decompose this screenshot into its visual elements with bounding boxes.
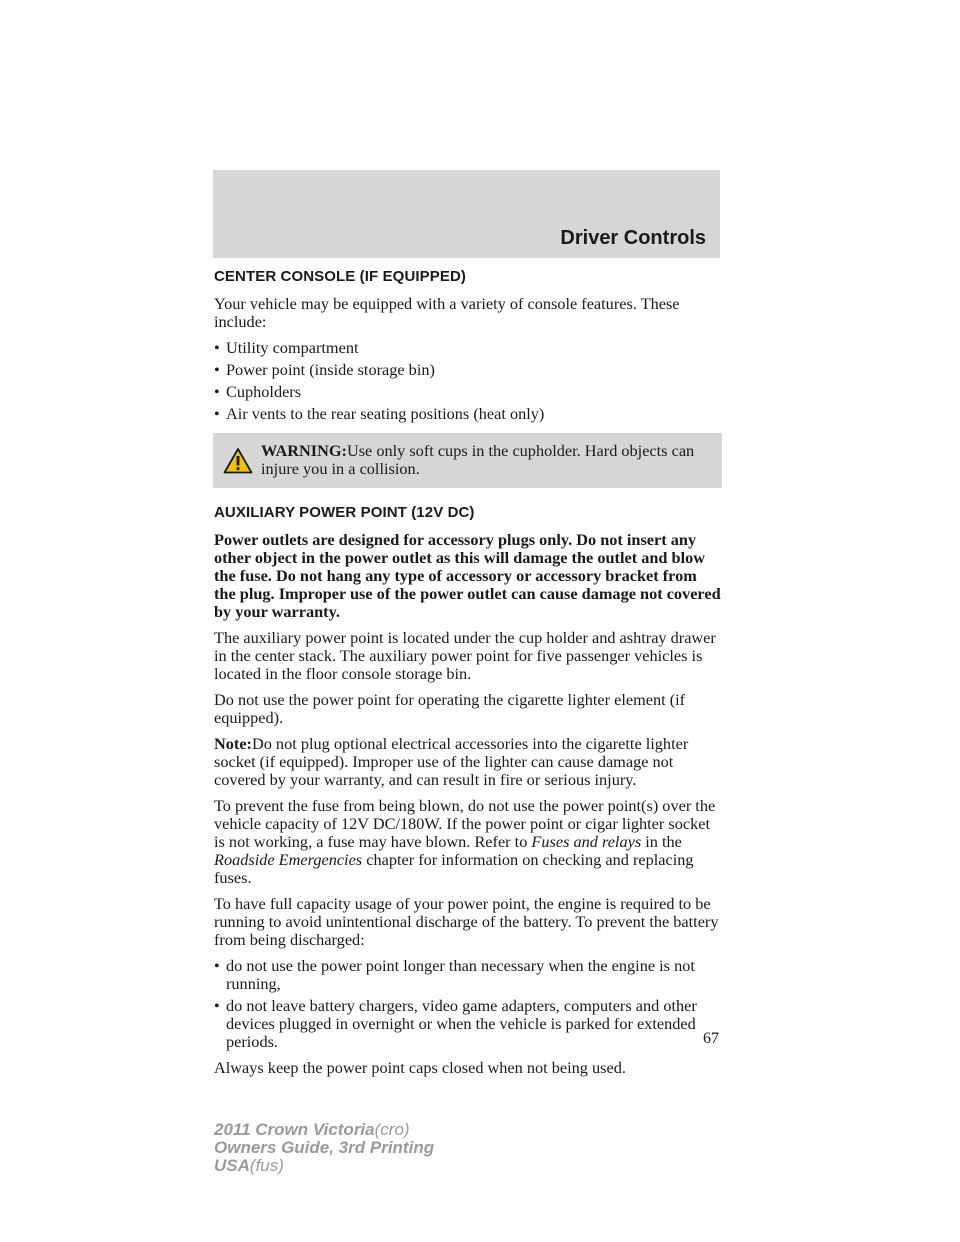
power-point-location: The auxiliary power point is located under the cup holder and ashtray drawer in the center stack. The auxiliary power point for five passenger vehicles is located in the floor console storage bin.: [214, 628, 716, 683]
warning-label: WARNING:: [261, 441, 347, 460]
note-text: Do not plug optional electrical accessories into the cigarette lighter socket (if equipped). Improper use of the lighter can cause damage not covered by your warranty, and can result in fire or serious injury.: [214, 734, 689, 789]
list-item: • Power point (inside storage bin): [214, 360, 435, 379]
bullet: •: [214, 404, 220, 423]
fuses-and-relays-reference: Fuses and relays: [531, 832, 642, 851]
note-paragraph: [214, 735, 722, 789]
note-label: Note:: [214, 734, 252, 753]
lighter-element-note: Do not use the power point for operating the cigarette lighter element (if equipped).: [214, 690, 686, 727]
warning-box: [213, 433, 722, 488]
list-item: • do not use the power point longer than necessary when the engine is not running,: [214, 956, 695, 993]
list-item: • Cupholders: [214, 382, 302, 401]
power-outlet-caution: Power outlets are designed for accessory plugs only. Do not insert any other object in the power outlet as this will damage the outlet and blow the fuse. Do not hang any type of accessory or accessory bracket from the plug. Improper use of the power outlet can cause damage not covered by your warranty.: [214, 530, 721, 621]
roadside-emergencies-reference: Roadside Emergencies: [214, 850, 363, 869]
bullet: •: [214, 956, 220, 975]
list-item: • Utility compartment: [214, 338, 359, 357]
bullet: •: [214, 382, 220, 401]
console-features-list: [214, 339, 722, 423]
section-heading-power-point: AUXILIARY POWER POINT (12V DC): [214, 504, 475, 521]
page-number: 67: [703, 1030, 719, 1047]
caps-closed-paragraph: Always keep the power point caps closed when not being used.: [214, 1058, 626, 1077]
battery-discharge-list: [214, 957, 722, 1051]
document-footer: [214, 1121, 434, 1175]
footer-line-1: 2011 Crown Victoria(cro): [214, 1120, 410, 1139]
list-item: • Air vents to the rear seating positions (heat only): [214, 404, 545, 423]
page-content: [214, 268, 722, 1085]
console-intro: Your vehicle may be equipped with a variety of console features. These include:: [214, 294, 680, 331]
footer-line-3: USA(fus): [214, 1156, 284, 1175]
footer-line-2: Owners Guide, 3rd Printing: [214, 1138, 435, 1157]
list-item: • do not leave battery chargers, video game adapters, computers and other devices plugged in overnight or when the vehicle is parked for extended periods.: [214, 996, 697, 1051]
warning-text: Use only soft cups in the cupholder. Hard objects can injure you in a collision.: [261, 441, 695, 478]
chapter-title: Driver Controls: [560, 227, 706, 249]
warning-triangle-icon: [223, 447, 253, 474]
chapter-header: [213, 170, 720, 258]
capacity-usage-paragraph: To have full capacity usage of your power point, the engine is required to be running to avoid unintentional discharge of the battery. To prevent the battery from being discharged:: [214, 894, 719, 949]
bullet: •: [214, 338, 220, 357]
bullet: •: [214, 360, 220, 379]
bullet: •: [214, 996, 220, 1015]
section-heading-center-console: CENTER CONSOLE (IF EQUIPPED): [214, 268, 466, 285]
fuse-paragraph: To prevent the fuse from being blown, do not use the power point(s) over the vehicle capacity of 12V DC/180W. If the power point or cigar lighter socket is not working, a fuse may have blown. Refer to Fuses and relays in the Roadside Emergencies chapter for information on checking and replacing fuses.: [214, 796, 716, 887]
